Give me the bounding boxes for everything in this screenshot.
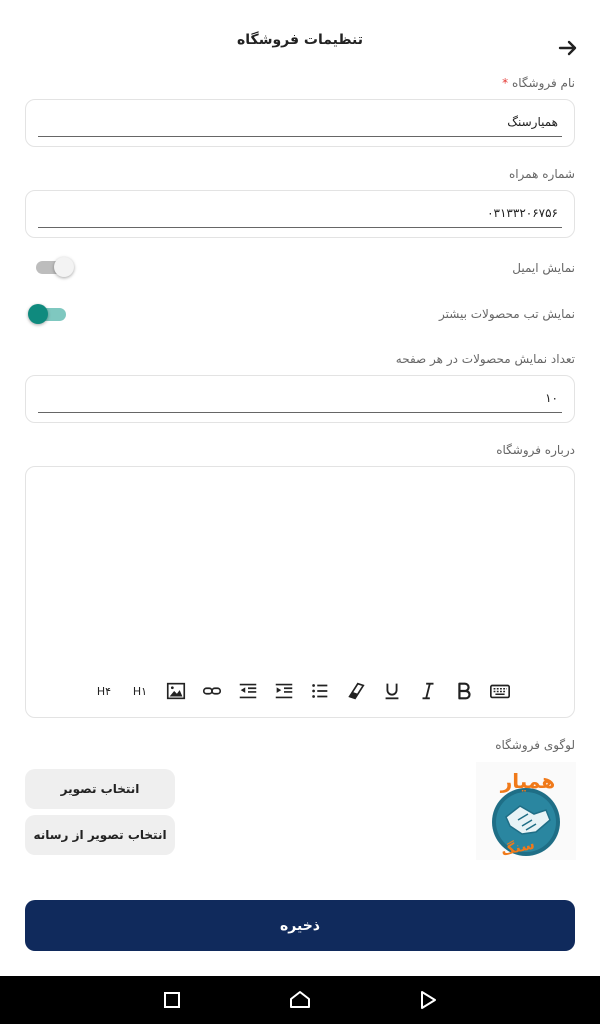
store-name-input[interactable] — [38, 108, 562, 136]
products-per-page-field[interactable] — [25, 375, 575, 423]
outdent-icon[interactable] — [236, 679, 260, 703]
image-icon[interactable] — [164, 679, 188, 703]
products-per-page-input[interactable] — [38, 384, 562, 412]
select-image-from-media-button[interactable]: انتخاب تصویر از رسانه — [25, 815, 175, 855]
arrow-right-icon[interactable] — [556, 36, 580, 60]
required-mark: * — [502, 76, 509, 90]
save-button[interactable]: ذخیره — [25, 900, 575, 951]
heading-1-button[interactable]: H۱ — [132, 684, 148, 698]
indent-icon[interactable] — [272, 679, 296, 703]
phone-field[interactable] — [25, 190, 575, 238]
keyboard-icon[interactable] — [488, 679, 512, 703]
phone-label: شماره همراه — [508, 167, 575, 181]
phone-input[interactable] — [38, 199, 562, 227]
logo-text-top: همیار — [500, 769, 556, 793]
editor-toolbar — [86, 679, 546, 703]
show-email-toggle[interactable] — [34, 255, 76, 279]
system-nav-bar — [0, 976, 600, 1024]
italic-icon[interactable] — [416, 679, 440, 703]
link-icon[interactable] — [200, 679, 224, 703]
page-title: تنظیمات فروشگاه — [237, 32, 363, 48]
about-store-text-area[interactable] — [34, 475, 566, 665]
store-logo-label: لوگوی فروشگاه — [495, 738, 575, 752]
store-name-field[interactable] — [25, 99, 575, 147]
store-name-label: نام فروشگاه * — [502, 76, 575, 90]
show-email-label: نمایش ایمیل — [512, 261, 575, 275]
list-icon[interactable] — [308, 679, 332, 703]
products-per-page-label: تعداد نمایش محصولات در هر صفحه — [395, 352, 575, 366]
underline-icon[interactable] — [380, 679, 404, 703]
about-store-label: درباره فروشگاه — [496, 443, 575, 457]
store-logo-image — [476, 762, 576, 860]
back-icon[interactable] — [416, 988, 440, 1012]
select-image-button[interactable]: انتخاب تصویر — [25, 769, 175, 809]
logo-text-bottom: سنگ — [499, 836, 537, 860]
bold-icon[interactable] — [452, 679, 476, 703]
heading-4-button[interactable]: H۴ — [96, 684, 112, 698]
eraser-icon[interactable] — [344, 679, 368, 703]
show-more-products-toggle[interactable] — [28, 302, 70, 326]
about-store-editor — [25, 466, 575, 718]
show-more-products-label: نمایش تب محصولات بیشتر — [439, 307, 575, 321]
app-bar — [0, 0, 600, 70]
home-icon[interactable] — [288, 988, 312, 1012]
recents-icon[interactable] — [160, 988, 184, 1012]
